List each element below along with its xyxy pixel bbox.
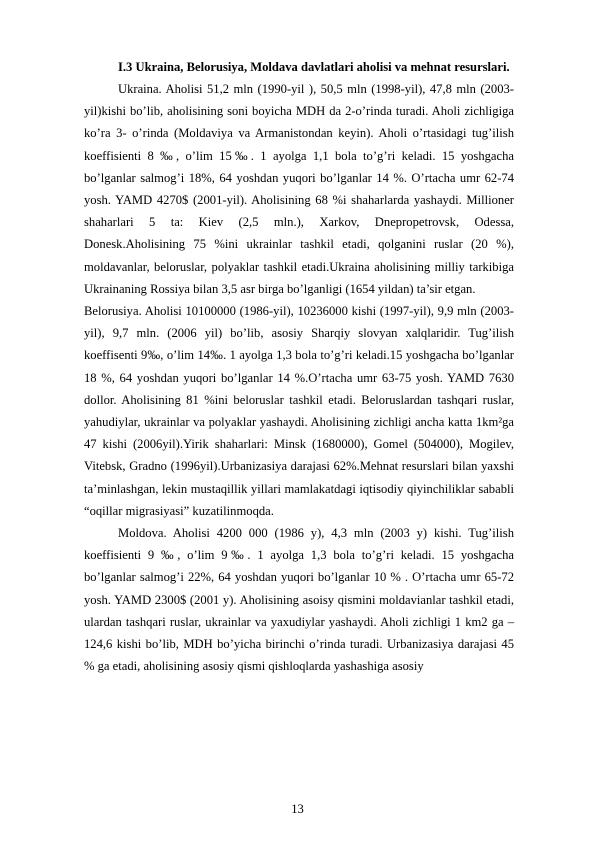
page-number: 13 [291,802,304,816]
paragraph-ukraine: Ukraina. Aholisi 51,2 mln (1990-yil ), 50,5 mln (1998-yil), 47,8 mln (2003-yil)kishi bo’lib, aholisining soni boyicha MDH da 2-o’rinda turadi. Aholi zichligiga ko’ra 3- o’rinda (Moldaviya va Armanistondan keyin). Aholi o’rtasidagi tug’ilish koeffisienti 8 ‰, o’lim 15‰. 1 ayolga 1,1 bola to’g’ri keladi. 15 yoshgacha bo’lganlar salmog’i 18%, 64 yoshdan yuqori bo’lganlar 14 %. O’rtacha umr 62-74 yosh. YAMD 4270$ (2001-yil). Aholisining 68 %i shaharlarda yashaydi. Millioner shaharlari 5 ta: Kiev (2,5 mln.), Xarkov, Dnepropetrovsk, Odessa, Donesk.Aholisining 75 %ini ukrainlar tashkil etadi, qolganini ruslar (20 %), moldavanlar, beloruslar, polyaklar tashkil etadi.Ukraina aholisining milliy tarkibiga Ukrainaning Rossiya bilan 3,5 asr birga bo’lganligi (1654 yildan) ta’sir etgan. [84,82,514,296]
paragraph-moldova: Moldova. Aholisi 4200 000 (1986 y), 4,3 mln (2003 y) kishi. Tug’ilish koeffisienti 9 ‰, o’lim 9‰. 1 ayolga 1,3 bola to’g’ri keladi. 15 yoshgacha bo’lganlar salmog’i 22%, 64 yoshdan yuqori bo’lganlar 10 % . O’rtacha umr 65-72 yosh. YAMD 2300$ (2001 y). Aholisining asoisy qismini moldavianlar tashkil etadi, ulardan tashqari ruslar, ukrainlar va yaxudiylar yashaydi. Aholi zichligi 1 km2 ga – 124,6 kishi bo’lib, MDH bo’yicha birinchi o’rinda turadi. Urbanizasiya darajasi 45 % ga etadi, aholisining asosiy qismi qishloqlarda yashashiga asosiy [84,526,514,674]
section-heading: I.3 Ukraina, Belorusiya, Moldava davlatlari aholisi va mehnat resurslari. [118,60,510,74]
page-body [84,56,514,677]
paragraph-belarus: Belorusiya. Aholisi 10100000 (1986-yil), 10236000 kishi (1997-yil), 9,9 mln (2003-yil), 9,7 mln. (2006 yil) bo’lib, asosiy Sharqiy slovyan xalqlaridir. Tug’ilish koeffisenti 9‰, o’lim 14‰. 1 ayolga 1,3 bola to’g’ri keladi.15 yoshgacha bo’lganlar 18 %, 64 yoshdan yuqori bo’lganlar 14 %.O’rtacha umr 63-75 yosh. YAMD 7630 dollor. Aholisining 81 %ini beloruslar tashkil etadi. Beloruslardan tashqari ruslar, yahudiylar, ukrainlar va polyaklar yashaydi. Aholisining zichligi ancha katta 1km²ga 47 kishi (2006yil).Yirik shaharlari: Minsk (1680000), Gomel (504000), Mogilev, Vitebsk, Gradno (1996yil).Urbanizasiya darajasi 62%.Mehnat resurslari bilan yaxshi ta’minlashgan, lekin mustaqillik yillari mamlakatdagi iqtisodiy qiyinchiliklar sababli “oqillar migrasiyasi” kuzatilinmoqda. [84,304,514,518]
